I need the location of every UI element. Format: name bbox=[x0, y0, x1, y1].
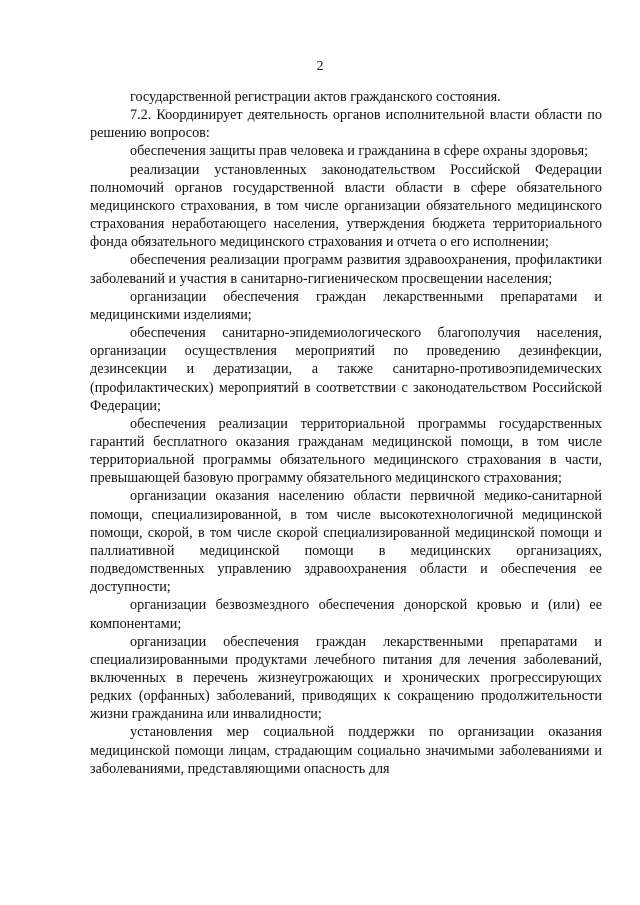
paragraph-item: реализации установленных законодательством Российской Федерации полномочий органов государственной власти области в сфере обязательного медицинского страхования, в том числе организации обязательного медицинского страхования неработающего населения, утверждения бюджета территориального фонда обязательного медицинского страхования и отчета о его исполнении; bbox=[90, 161, 602, 251]
paragraph-item: организации безвозмездного обеспечения донорской кровью и (или) ее компонентами; bbox=[90, 597, 602, 632]
paragraph-item: обеспечения защиты прав человека и гражданина в сфере охраны здоровья; bbox=[130, 143, 589, 160]
paragraph-item: обеспечения санитарно-эпидемиологического благополучия населения, организации осуществления мероприятий по проведению дезинфекции, дезинсекции и дератизации, а также санитарно-противоэпидемических (профилактических) мероприятий в соответствии с законодательством Российской Федерации; bbox=[90, 325, 602, 414]
paragraph-item: обеспечения реализации программ развития здравоохранения, профилактики заболеваний и участия в санитарно-гигиеническом просвещении населения; bbox=[90, 252, 602, 287]
paragraph-item-last: установления мер социальной поддержки по организации оказания медицинской помощи лицам, страдающим социально значимыми заболеваниями и заболеваниями, представляющими опасность для bbox=[90, 724, 602, 777]
page-number: 2 bbox=[316, 59, 324, 74]
paragraph-item: обеспечения реализации территориальной программы государственных гарантий бесплатного оказания гражданам медицинской помощи, в том числе территориальной программы обязательного медицинского страхования в части, превышающей базовую программу обязательного медицинского страхования; bbox=[90, 415, 602, 487]
paragraph-item: организации обеспечения граждан лекарственными препаратами и специализированными продуктами лечебного питания для лечения заболеваний, включенных в перечень жизнеугрожающих и хронических прогрессирующих редких (орфанных) заболеваний, приводящих к сокращению продолжительности жизни гражданина или инвалидности; bbox=[90, 633, 602, 723]
paragraph-section-7-2: 7.2. Координирует деятельность органов исполнительной власти области по решению вопросов: bbox=[90, 107, 602, 142]
paragraph-item: организации обеспечения граждан лекарственными препаратами и медицинскими изделиями; bbox=[90, 288, 602, 323]
paragraph-item: организации оказания населению области первичной медико-санитарной помощи, специализированной, в том числе высокотехнологичной медицинской помощи, скорой, в том числе скорой специализированной медицинской помощи и паллиативной медицинской помощи в медицинских организациях, подведомственных управлению здравоохранения области и обеспечения ее доступности; bbox=[90, 488, 602, 596]
document-body bbox=[90, 88, 602, 778]
paragraph-continuation: государственной регистрации актов гражданского состояния. bbox=[130, 89, 501, 105]
